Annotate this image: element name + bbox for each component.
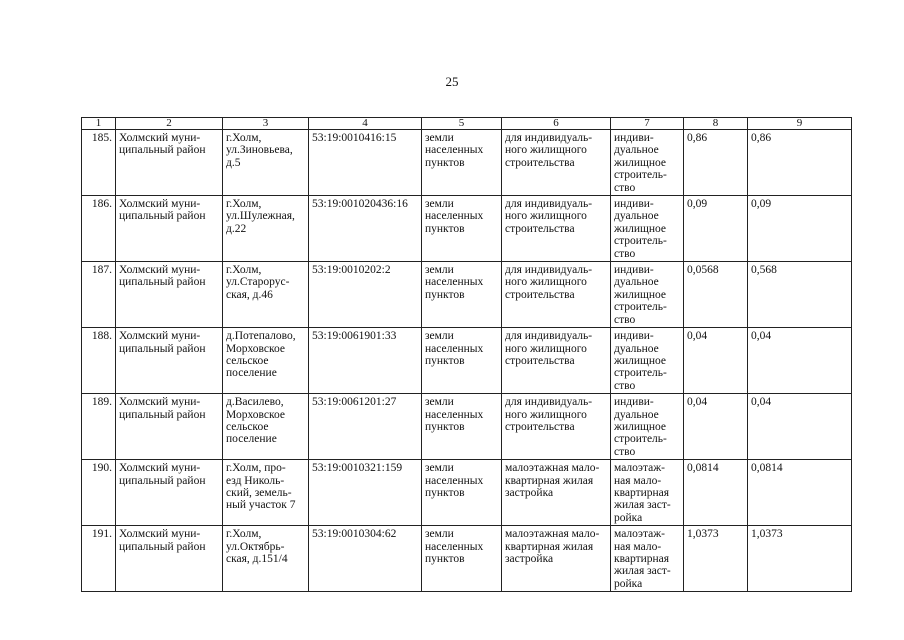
cell-line: индиви-: [614, 396, 654, 409]
cell-line: застройка: [505, 553, 554, 565]
cell-line: ципальный район: [119, 144, 206, 157]
cell-line: г.Холм,: [226, 132, 262, 144]
row-number-cell: 189.: [82, 394, 116, 460]
cell-line: ная мало-: [614, 474, 662, 487]
cell-line: жилищное: [614, 288, 666, 301]
actual-use-cell: [611, 196, 684, 262]
cell-line: ципальный район: [119, 276, 206, 289]
cell-line: ная мало-: [614, 540, 662, 553]
cell-line: населенных: [425, 276, 484, 289]
cell-line: пунктов: [425, 288, 465, 301]
value-cell: 0,04: [748, 394, 852, 460]
cell-line: дуальное: [614, 408, 659, 421]
land-category-cell: [422, 460, 502, 526]
actual-use-cell: [611, 460, 684, 526]
area-cell: 0,0568: [684, 262, 748, 328]
cell-line: земли: [425, 198, 454, 211]
value-cell: 0,09: [748, 196, 852, 262]
cell-line: ул.Зиновьева,: [226, 144, 293, 157]
area-cell: 0,04: [684, 328, 748, 394]
district-cell: [116, 262, 223, 328]
column-header: 7: [611, 118, 684, 130]
district-cell: [116, 130, 223, 196]
cell-line: езд Николь-: [226, 474, 285, 487]
cell-line: земли: [425, 528, 454, 541]
cell-line: для индивидуаль-: [505, 198, 593, 211]
cadastral-number-cell: 53:19:0010304:62: [309, 526, 422, 592]
cell-line: сельское: [226, 354, 269, 367]
value-cell: 1,0373: [748, 526, 852, 592]
column-header: 2: [116, 118, 223, 130]
cell-line: ципальный район: [119, 540, 206, 553]
cell-line: ного жилищного: [505, 144, 587, 157]
cell-line: строительства: [505, 222, 575, 235]
cadastral-number-cell: 53:19:0010321:159: [309, 460, 422, 526]
cell-line: жилищное: [614, 420, 666, 433]
actual-use-cell: [611, 526, 684, 592]
cell-line: ство: [614, 379, 636, 392]
cell-line: населенных: [425, 408, 484, 421]
actual-use-cell: [611, 130, 684, 196]
permitted-use-cell: [502, 526, 611, 592]
cell-line: малоэтажная мало-: [505, 462, 600, 475]
cell-line: г.Холм,: [226, 528, 262, 541]
cell-line: д.Потепалово,: [226, 330, 296, 343]
permitted-use-cell: [502, 328, 611, 394]
cell-line: индиви-: [614, 198, 654, 211]
cell-line: ройка: [614, 577, 643, 590]
column-header: 5: [422, 118, 502, 130]
cell-line: пунктов: [425, 156, 465, 169]
land-category-cell: [422, 130, 502, 196]
address-cell: [223, 460, 309, 526]
district-cell: [116, 328, 223, 394]
cell-line: земли: [425, 330, 454, 343]
area-cell: 1,0373: [684, 526, 748, 592]
value-cell: 0,0814: [748, 460, 852, 526]
cell-line: д.5: [226, 156, 241, 169]
cell-line: Холмский муни-: [119, 330, 201, 343]
cell-line: индиви-: [614, 132, 654, 144]
address-cell: [223, 130, 309, 196]
row-number-cell: 187.: [82, 262, 116, 328]
cell-line: ного жилищного: [505, 408, 587, 421]
cell-line: д.Василево,: [226, 396, 284, 409]
cell-line: квартирная: [614, 553, 670, 565]
column-header: 6: [502, 118, 611, 130]
cell-line: Холмский муни-: [119, 132, 201, 144]
cell-line: для индивидуаль-: [505, 264, 593, 277]
table-row: [82, 394, 852, 460]
row-number-cell: 185.: [82, 130, 116, 196]
actual-use-cell: [611, 328, 684, 394]
actual-use-cell: [611, 394, 684, 460]
area-cell: 0,0814: [684, 460, 748, 526]
cell-line: ный участок 7: [226, 499, 296, 512]
address-cell: [223, 196, 309, 262]
permitted-use-cell: [502, 130, 611, 196]
cell-line: малоэтажная мало-: [505, 528, 600, 541]
cell-line: населенных: [425, 474, 484, 487]
cell-line: Холмский муни-: [119, 528, 201, 541]
address-cell: [223, 526, 309, 592]
land-category-cell: [422, 526, 502, 592]
table-row: [82, 262, 852, 328]
cell-line: ство: [614, 247, 636, 260]
cell-line: для индивидуаль-: [505, 330, 593, 343]
cell-line: населенных: [425, 342, 484, 355]
cell-line: жилищное: [614, 222, 666, 235]
value-cell: 0,86: [748, 130, 852, 196]
cell-line: жилая заст-: [614, 565, 671, 578]
cell-line: земли: [425, 462, 454, 475]
cadastral-number-cell: 53:19:001020436:16: [309, 196, 422, 262]
cell-line: ного жилищного: [505, 276, 587, 289]
cell-line: квартирная: [614, 486, 670, 499]
cell-line: поселение: [226, 433, 277, 446]
row-number-cell: 186.: [82, 196, 116, 262]
cell-line: поселение: [226, 367, 277, 380]
land-category-cell: [422, 394, 502, 460]
area-cell: 0,86: [684, 130, 748, 196]
cell-line: малоэтаж-: [614, 528, 666, 541]
cell-line: Холмский муни-: [119, 264, 201, 277]
column-header: 9: [748, 118, 852, 130]
cell-line: населенных: [425, 144, 484, 157]
cell-line: ул.Шулежная,: [226, 210, 295, 223]
cadastral-number-cell: 53:19:0010416:15: [309, 130, 422, 196]
column-header: 8: [684, 118, 748, 130]
cadastral-number-cell: 53:19:0061201:27: [309, 394, 422, 460]
cell-line: ного жилищного: [505, 342, 587, 355]
cell-line: пунктов: [425, 553, 465, 565]
cadastral-number-cell: 53:19:0010202:2: [309, 262, 422, 328]
row-number-cell: 191.: [82, 526, 116, 592]
permitted-use-cell: [502, 262, 611, 328]
cell-line: индиви-: [614, 264, 654, 277]
column-header: 1: [82, 118, 116, 130]
address-cell: [223, 394, 309, 460]
column-header: 4: [309, 118, 422, 130]
table-body: [82, 130, 852, 592]
cell-line: строитель-: [614, 367, 667, 380]
cell-line: строитель-: [614, 301, 667, 314]
cell-line: ская, д.46: [226, 288, 273, 301]
cell-line: строитель-: [614, 169, 667, 182]
table-row: [82, 196, 852, 262]
cell-line: Холмский муни-: [119, 462, 201, 475]
cell-line: ройка: [614, 511, 643, 524]
cell-line: строительства: [505, 156, 575, 169]
row-number-cell: 190.: [82, 460, 116, 526]
address-cell: [223, 328, 309, 394]
cell-line: г.Холм,: [226, 264, 262, 277]
cell-line: ципальный район: [119, 408, 206, 421]
cell-line: г.Холм,: [226, 198, 262, 211]
district-cell: [116, 526, 223, 592]
cell-line: Холмский муни-: [119, 396, 201, 409]
cell-line: строитель-: [614, 433, 667, 446]
cell-line: д.22: [226, 222, 247, 235]
cell-line: строительства: [505, 288, 575, 301]
cell-line: земли: [425, 396, 454, 409]
cell-line: ство: [614, 445, 636, 458]
cell-line: пунктов: [425, 222, 465, 235]
row-number-cell: 188.: [82, 328, 116, 394]
cell-line: Морховское: [226, 408, 285, 421]
district-cell: [116, 460, 223, 526]
header-row: [82, 118, 852, 130]
area-cell: 0,04: [684, 394, 748, 460]
cell-line: ципальный район: [119, 342, 206, 355]
cell-line: жилищное: [614, 156, 666, 169]
cell-line: ство: [614, 313, 636, 326]
cell-line: ного жилищного: [505, 210, 587, 223]
land-category-cell: [422, 196, 502, 262]
cell-line: Холмский муни-: [119, 198, 201, 211]
cell-line: дуальное: [614, 144, 659, 157]
address-cell: [223, 262, 309, 328]
district-cell: [116, 196, 223, 262]
cell-line: пунктов: [425, 354, 465, 367]
cell-line: ский, земель-: [226, 486, 292, 499]
cell-line: застройка: [505, 486, 554, 499]
cell-line: земли: [425, 132, 454, 144]
cell-line: квартирная жилая: [505, 540, 594, 553]
cell-line: ул.Старорус-: [226, 276, 290, 289]
cell-line: дуальное: [614, 342, 659, 355]
cell-line: ул.Октябрь-: [226, 540, 285, 553]
cell-line: для индивидуаль-: [505, 132, 593, 144]
cell-line: жилищное: [614, 354, 666, 367]
cell-line: населенных: [425, 210, 484, 223]
cell-line: строительства: [505, 420, 575, 433]
value-cell: 0,04: [748, 328, 852, 394]
cell-line: населенных: [425, 540, 484, 553]
cell-line: ская, д.151/4: [226, 553, 288, 565]
permitted-use-cell: [502, 460, 611, 526]
area-cell: 0,09: [684, 196, 748, 262]
cell-line: ство: [614, 181, 636, 194]
land-category-cell: [422, 328, 502, 394]
page-number: 25: [445, 74, 459, 89]
cell-line: ципальный район: [119, 474, 206, 487]
cell-line: жилая заст-: [614, 499, 671, 512]
table-row: [82, 526, 852, 592]
land-category-cell: [422, 262, 502, 328]
cell-line: г.Холм, про-: [226, 462, 286, 475]
district-cell: [116, 394, 223, 460]
cell-line: строитель-: [614, 235, 667, 248]
permitted-use-cell: [502, 394, 611, 460]
cell-line: строительства: [505, 354, 575, 367]
cell-line: сельское: [226, 420, 269, 433]
cell-line: малоэтаж-: [614, 462, 666, 475]
cell-line: пунктов: [425, 486, 465, 499]
table-row: [82, 328, 852, 394]
actual-use-cell: [611, 262, 684, 328]
cell-line: Морховское: [226, 342, 285, 355]
value-cell: 0,568: [748, 262, 852, 328]
cell-line: для индивидуаль-: [505, 396, 593, 409]
column-header: 3: [223, 118, 309, 130]
table-row: [82, 130, 852, 196]
cell-line: ципальный район: [119, 210, 206, 223]
cell-line: дуальное: [614, 210, 659, 223]
cell-line: дуальное: [614, 276, 659, 289]
land-plots-table: [81, 117, 852, 592]
cell-line: пунктов: [425, 420, 465, 433]
cell-line: земли: [425, 264, 454, 277]
permitted-use-cell: [502, 196, 611, 262]
cadastral-number-cell: 53:19:0061901:33: [309, 328, 422, 394]
cell-line: квартирная жилая: [505, 474, 594, 487]
cell-line: индиви-: [614, 330, 654, 343]
table-row: [82, 460, 852, 526]
